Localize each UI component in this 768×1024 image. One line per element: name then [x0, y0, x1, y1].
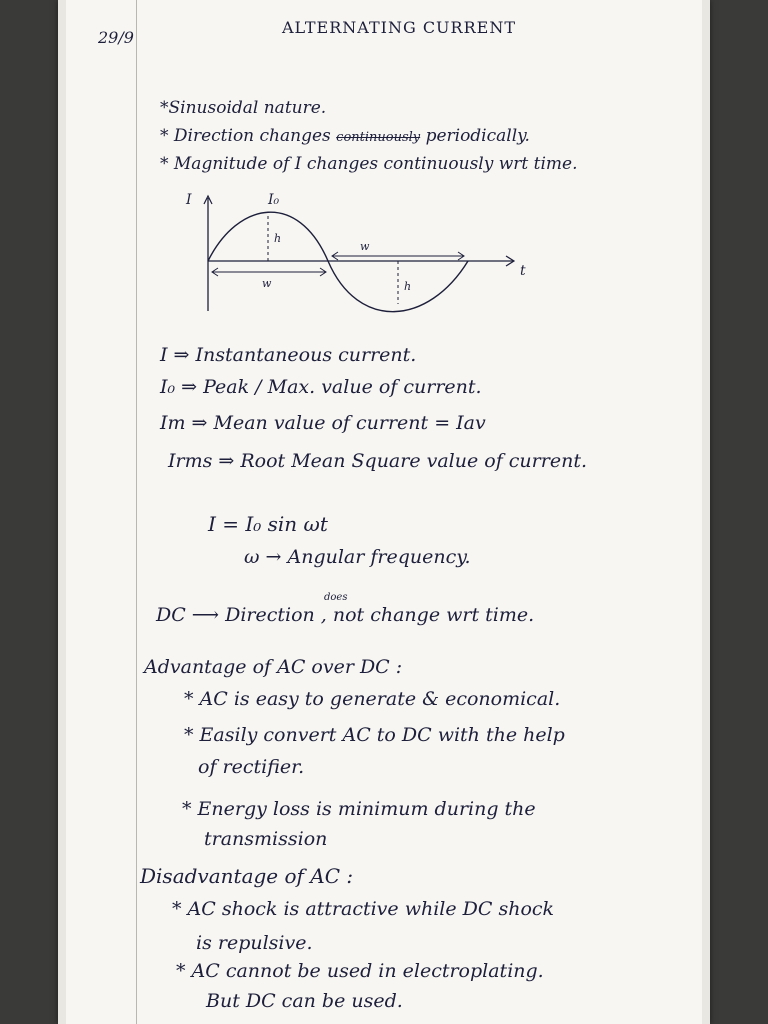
sine-wave-graph [178, 186, 548, 316]
struck-word: continuously [336, 130, 421, 145]
page-date: 29/9 [98, 28, 134, 47]
graph-upper-h: h [274, 232, 282, 245]
property-direction-suffix: periodically. [425, 126, 530, 146]
disadvantage-1-line1: * AC shock is attractive while DC shock [172, 898, 555, 920]
definition-rms: Irms ⇒ Root Mean Square value of current. [168, 450, 587, 472]
margin-line [136, 0, 137, 1024]
disadvantages-heading: Disadvantage of AC : [140, 864, 354, 888]
graph-peak-label: I₀ [268, 192, 280, 208]
sine-curve [208, 212, 468, 311]
property-sinusoidal: *Sinusoidal nature. [160, 98, 327, 118]
property-direction [160, 128, 530, 145]
disadvantage-2-line2: But DC can be used. [206, 990, 403, 1012]
property-magnitude: * Magnitude of I changes continuously wrt time. [160, 154, 578, 174]
advantage-2-line1: * Easily convert AC to DC with the help [184, 724, 565, 746]
right-page-edge [702, 0, 710, 1024]
formula-current: I = I₀ sin ωt [208, 512, 328, 536]
disadvantage-2-line1: * AC cannot be used in electroplating. [176, 960, 544, 982]
graph-upper-w: w [262, 277, 272, 290]
left-page-edge [58, 0, 66, 1024]
property-direction-prefix: * Direction changes [160, 126, 331, 146]
advantages-heading: Advantage of AC over DC : [144, 656, 403, 678]
advantage-3-line2: transmission [204, 828, 328, 850]
advantage-1: * AC is easy to generate & economical. [184, 688, 561, 710]
advantage-3-line1: * Energy loss is minimum during the [182, 798, 536, 820]
graph-lower-w: w [360, 240, 370, 253]
page-title: ALTERNATING CURRENT [282, 18, 516, 37]
graph-lower-h: h [404, 280, 412, 293]
advantage-2-line2: of rectifier. [198, 756, 305, 778]
graph-y-label: I [186, 192, 192, 208]
graph-t-label: t [520, 263, 526, 279]
definition-mean: Im ⇒ Mean value of current = Iav [160, 412, 486, 434]
dc-insert-word: does [324, 592, 348, 603]
formula-omega: ω → Angular frequency. [244, 546, 471, 568]
definition-instantaneous: I ⇒ Instantaneous current. [160, 344, 417, 366]
definition-peak: I₀ ⇒ Peak / Max. value of current. [160, 376, 482, 398]
disadvantage-1-line2: is repulsive. [196, 932, 313, 954]
dc-note: DC ⟶ Direction , not change wrt time. [156, 604, 535, 626]
